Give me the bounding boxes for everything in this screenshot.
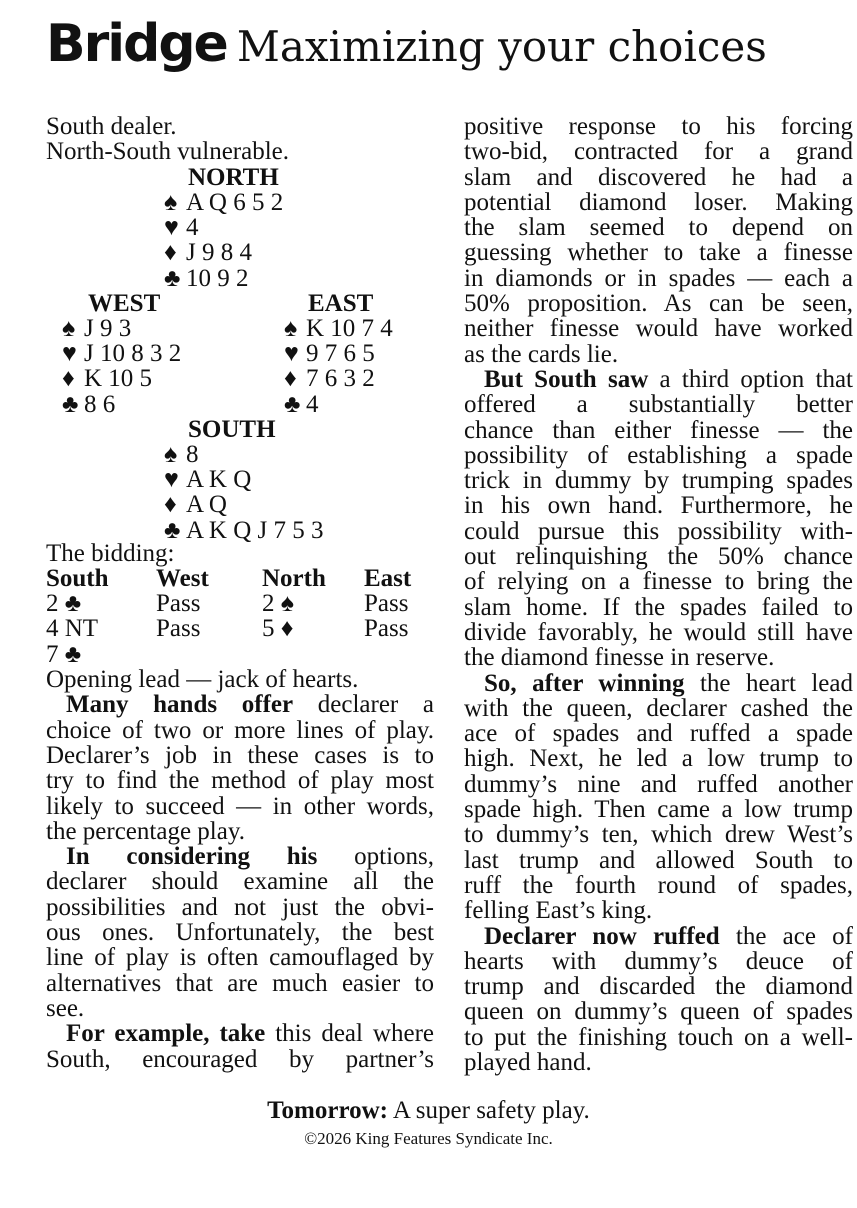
east-spades: ♠ K 10 7 4 (284, 314, 393, 342)
bidding-row (46, 642, 434, 667)
paragraph-line: likely to succeed — in other words, (46, 792, 434, 820)
paragraph-line: divide favorably, he would still have (464, 618, 853, 646)
bid-cell: 2 ♣ (46, 590, 82, 618)
north-hearts: ♥ 4 (164, 214, 199, 242)
paragraph-line: played hand. (464, 1048, 592, 1076)
spade-icon: ♠ (284, 314, 298, 342)
spade-icon: ♠ (164, 440, 178, 468)
paragraph-line: Many hands offer declarer a (66, 691, 434, 719)
west-diamonds: ♦ K 10 5 (62, 365, 153, 393)
paragraph-line: dummy’s nine and ruffed another (464, 770, 853, 798)
east-hand (284, 291, 393, 417)
paragraph-line: as the cards lie. (464, 340, 619, 368)
paragraph-lead: But South saw (484, 365, 649, 393)
column-brand: Bridge (46, 14, 227, 74)
paragraph-line: slam and discovered he had a (464, 163, 853, 191)
spade-icon: ♠ (164, 188, 178, 216)
south-diamonds: ♦ A Q (164, 491, 227, 519)
paragraph-line: out relinquishing the 50% chance (464, 543, 853, 571)
paragraph-line: line of play is often camouflaged by (46, 944, 434, 972)
paragraph-line: spade high. Then came a low trump (464, 796, 853, 824)
paragraph-line: chance than either finesse — the (464, 416, 853, 444)
club-icon: ♣ (164, 264, 181, 292)
paragraph-line: queen on dummy’s queen of spades (464, 998, 853, 1026)
west-hearts: ♥ J 10 8 3 2 (62, 340, 182, 368)
club-icon: ♣ (62, 390, 79, 418)
diamond-icon: ♦ (164, 239, 177, 267)
paragraph-line: ous ones. Unfortunately, the best (46, 919, 434, 947)
north-hand (164, 165, 283, 291)
paragraph-line: in diamonds or in spades — each a (464, 264, 853, 292)
paragraph-line: offered a substantially better (464, 391, 853, 419)
paragraph-line: Declarer now ruffed the ace of (484, 922, 854, 950)
paragraph-line: So, after winning the heart lead (484, 669, 853, 697)
south-hearts: ♥ A K Q (164, 466, 252, 494)
bid-cell: Pass (364, 615, 409, 643)
paragraph-line: Declarer’s job in these cases is to (46, 741, 434, 769)
bidding-header-south: South (46, 564, 109, 592)
diamond-icon: ♦ (284, 365, 297, 393)
paragraph-line: 50% proposition. As can be seen, (464, 290, 853, 318)
paragraph-lead: So, after winning (484, 669, 685, 697)
diamond-icon: ♦ (62, 365, 75, 393)
paragraph-line: to put the finishing touch on a well- (464, 1023, 853, 1051)
paragraph-line: last trump and allowed South to (464, 846, 853, 874)
article-title: Maximizing your choices (236, 22, 767, 71)
paragraph-line: positive response to his forcing (464, 113, 853, 140)
south-clubs: ♣ A K Q J 7 5 3 (164, 516, 324, 544)
paragraph-line: with the queen, declarer cashed the (464, 694, 853, 722)
north-clubs: ♣ 10 9 2 (164, 264, 249, 292)
paragraph-line: hearts with dummy’s deuce of (464, 947, 853, 975)
paragraph-line: the slam seemed to depend on (464, 214, 853, 242)
north-label: NORTH (188, 163, 279, 191)
bidding-label: The bidding: (46, 539, 175, 567)
paragraph-line: in his own hand. Furthermore, he (464, 492, 853, 520)
paragraph-line: potential diamond loser. Making (464, 188, 853, 216)
bid-cell: 7 ♣ (46, 640, 82, 668)
paragraph-line: of relying on a finesse to bring the (464, 568, 853, 596)
right-column (464, 114, 853, 1075)
bidding-header-east: East (364, 564, 412, 592)
north-diamonds: ♦ J 9 8 4 (164, 239, 252, 267)
south-hand (164, 417, 324, 543)
paragraph-line: possibilities and not just the obvi- (46, 893, 434, 921)
paragraph-line: slam home. If the spades failed to (464, 593, 853, 621)
bidding-header-north: North (262, 564, 326, 592)
club-icon: ♣ (164, 516, 181, 544)
paragraph-line: ruff the fourth round of spades, (464, 871, 853, 899)
paragraph-line: to dummy’s ten, which drew West’s (464, 821, 853, 849)
heart-icon: ♥ (164, 214, 179, 242)
opening-lead: Opening lead — jack of hearts. (46, 666, 359, 694)
bid-cell: 2 ♠ (262, 590, 295, 618)
paragraph-line: For example, take this deal where (66, 1020, 434, 1048)
west-clubs: ♣ 8 6 (62, 390, 116, 418)
bidding-header-west: West (156, 564, 209, 592)
bid-cell: 5 ♦ (262, 615, 294, 643)
paragraph-line: trump and discarded the diamond (464, 973, 853, 1001)
paragraph-line: two-bid, contracted for a grand (464, 138, 853, 166)
bid-cell: Pass (156, 615, 201, 643)
paragraph-line: see. (46, 994, 85, 1022)
paragraph-line: ace of spades and ruffed a spade (464, 720, 853, 748)
west-spades: ♠ J 9 3 (62, 314, 132, 342)
tomorrow-text: A super safety play. (388, 1097, 590, 1124)
east-diamonds: ♦ 7 6 3 2 (284, 365, 375, 393)
heart-icon: ♥ (164, 466, 179, 494)
bid-cell: Pass (364, 590, 409, 618)
spade-icon: ♠ (62, 314, 76, 342)
paragraph-line: could pursue this possibility with- (464, 517, 853, 545)
deal-diagram (46, 163, 434, 544)
heart-icon: ♥ (62, 340, 77, 368)
paragraph-line: try to find the method of play most (46, 767, 434, 795)
paragraph-lead: Many hands offer (66, 691, 294, 719)
paragraph-lead: Declarer now ruffed (484, 922, 720, 950)
tomorrow-teaser (0, 1097, 857, 1125)
west-label: WEST (88, 289, 161, 317)
paragraph-lead: For example, take (66, 1020, 266, 1048)
heart-icon: ♥ (284, 340, 299, 368)
paragraph-line: possibility of establishing a spade (464, 441, 853, 469)
bid-cell: 4 NT (46, 615, 99, 643)
club-icon: ♣ (284, 390, 301, 418)
left-column (46, 114, 434, 1072)
headline (46, 14, 767, 74)
east-clubs: ♣ 4 (284, 390, 319, 418)
paragraph-line: neither finesse would have worked (464, 315, 853, 343)
paragraph-line: South, encouraged by partner’s (46, 1045, 434, 1073)
bidding-header (46, 566, 434, 591)
paragraph-line: high. Next, he led a low trump to (464, 745, 853, 773)
paragraph-line: In considering his options, (66, 843, 434, 871)
north-spades: ♠ A Q 6 5 2 (164, 188, 284, 216)
paragraph-line: choice of two or more lines of play. (46, 716, 434, 744)
paragraph-line: guessing whether to take a finesse (464, 239, 853, 267)
copyright: ©2026 King Features Syndicate Inc. (304, 1129, 553, 1148)
dealer-line: South dealer. (46, 113, 177, 140)
vulnerability-line: North-South vulnerable. (46, 138, 290, 166)
south-spades: ♠ 8 (164, 440, 199, 468)
south-label: SOUTH (188, 415, 276, 443)
bidding-row (46, 591, 434, 616)
paragraph-line: alternatives that are much easier to (46, 969, 434, 997)
paragraph-line: the percentage play. (46, 817, 245, 845)
west-hand (62, 291, 181, 417)
bidding-row (46, 616, 434, 641)
paragraph-line: the diamond finesse in reserve. (464, 644, 775, 672)
paragraph-line: felling East’s king. (464, 897, 653, 925)
paragraph-line: declarer should examine all the (46, 868, 434, 896)
bid-cell: Pass (156, 590, 201, 618)
tomorrow-label: Tomorrow: (267, 1097, 388, 1124)
east-label: EAST (308, 289, 374, 317)
paragraph-lead: In considering his (66, 843, 318, 871)
paragraph-line: trick in dummy by trumping spades (464, 467, 853, 495)
paragraph-line: But South saw a third option that (484, 365, 853, 393)
east-hearts: ♥ 9 7 6 5 (284, 340, 375, 368)
diamond-icon: ♦ (164, 491, 177, 519)
